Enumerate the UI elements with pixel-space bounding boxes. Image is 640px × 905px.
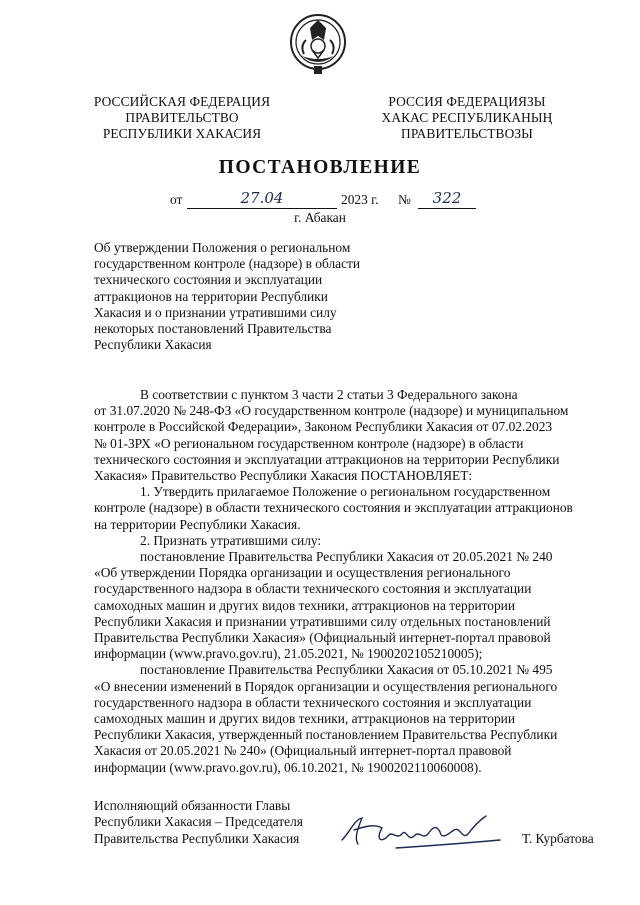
body-line: «О внесении изменений в Порядок организации и осуществления регионального — [94, 678, 558, 694]
position-line: Республики Хакасия – Председателя — [94, 814, 303, 830]
subject-line: некоторых постановлений Правительства — [94, 321, 332, 337]
body-line: государственного надзора в области технического состояния и эксплуатации — [94, 581, 532, 597]
header-right-line-2: ХАКАС РЕСПУБЛИКАНЫҢ — [381, 110, 553, 125]
body-paragraph — [94, 387, 598, 484]
header-right-line-1: РОССИЯ ФЕДЕРАЦИЯЗЫ — [388, 94, 546, 109]
date-underline — [187, 189, 337, 209]
subject-line: государственном контроле (надзоре) в области — [94, 256, 361, 272]
signature-position — [94, 798, 324, 847]
body-line: контроле (надзоре) в области технического состояния и эксплуатации аттракционов — [94, 500, 573, 516]
body-line: постановление Правительства Республики Хакасия от 20.05.2021 № 240 — [140, 549, 553, 565]
body-line: Хакасия от 20.05.2021 № 240» (Официальный интернет-портал правовой — [94, 743, 512, 759]
coat-of-arms-emblem-icon — [288, 10, 348, 78]
body-line: «Об утверждении Порядка организации и осуществления регионального — [94, 565, 511, 581]
subject-block — [94, 240, 384, 353]
body-paragraph — [94, 662, 598, 775]
date-prefix: от — [170, 192, 183, 207]
body-line: 1. Утвердить прилагаемое Положение о региональном государственном — [140, 484, 551, 500]
body-line: технического состояния и эксплуатации аттракционов на территории Республики — [94, 451, 560, 467]
body-line: самоходных машин и других видов техники, аттракционов на территории — [94, 711, 516, 727]
subject-line: Хакасия и о признании утратившими силу — [94, 304, 337, 320]
body-line: № 01-ЗРХ «О региональном государственном контроле (надзоре) в области — [94, 435, 524, 451]
number-sign: № — [398, 192, 411, 207]
signer-name: Т. Курбатова — [522, 831, 594, 846]
header-left-line-3: РЕСПУБЛИКИ ХАКАСИЯ — [102, 126, 262, 141]
body-line: государственного надзора в области технического состояния и эксплуатации — [94, 694, 532, 710]
header-right-line-3: ПРАВИТЕЛЬСТВОЗЫ — [401, 126, 533, 141]
body-paragraph — [94, 549, 598, 662]
body-line: Республики Хакасия и признании утратившими силу отдельных постановлений — [94, 613, 551, 629]
body-line: информации (www.pravo.gov.ru), 21.05.2021, № 1900202105210005); — [94, 646, 483, 662]
subject-line: Об утверждении Положения о региональном — [94, 240, 351, 255]
body-line: постановление Правительства Республики Хакасия от 05.10.2021 № 495 — [140, 662, 553, 678]
document-title: ПОСТАНОВЛЕНИЕ — [218, 157, 422, 178]
body-line: Республики Хакасия, утвержденный постановлением Правительства Республики — [94, 727, 558, 743]
subject-line: Республики Хакасия — [94, 337, 212, 353]
body-line: В соответствии с пунктом 3 части 2 статьи 3 Федерального закона — [140, 387, 518, 402]
body-line: Хакасия» Правительство Республики Хакасия ПОСТАНОВЛЯЕТ: — [94, 468, 473, 484]
header-left — [78, 94, 286, 142]
subject-line: аттракционов на территории Республики — [94, 288, 328, 304]
date-year: 2023 г. — [341, 192, 379, 207]
body-line: Правительства Республики Хакасия» (Официальный интернет-портал правовой — [94, 630, 551, 646]
subject-line: технического состояния и эксплуатации — [94, 272, 323, 288]
position-line: Исполняющий обязанности Главы — [94, 798, 291, 813]
body-line: самоходных машин и других видов техники, аттракционов на территории — [94, 597, 516, 613]
header-left-line-1: РОССИЙСКАЯ ФЕДЕРАЦИЯ — [93, 94, 271, 109]
body-line: контроле в Российской Федерации», Законом Республики Хакасия от 07.02.2023 — [94, 419, 553, 435]
handwritten-signature — [336, 810, 506, 856]
body-paragraph — [94, 533, 598, 549]
body-line: 2. Признать утратившими силу: — [140, 532, 322, 548]
number-underline — [418, 189, 476, 209]
header-right — [364, 94, 570, 142]
document-body — [94, 387, 598, 776]
date-handwritten: 27.04 — [240, 189, 284, 207]
position-line: Правительства Республики Хакасия — [94, 830, 300, 846]
body-line: информации (www.pravo.gov.ru), 06.10.2021, № 1900202110060008). — [94, 759, 482, 775]
body-line: от 31.07.2020 № 248-ФЗ «О государственном контроле (надзоре) и муниципальном — [94, 403, 569, 419]
header-left-line-2: ПРАВИТЕЛЬСТВО — [125, 110, 239, 125]
body-line: на территории Республики Хакасия. — [94, 516, 301, 532]
number-handwritten: 322 — [432, 189, 462, 207]
body-paragraph — [94, 484, 598, 533]
place: г. Абакан — [294, 210, 346, 225]
